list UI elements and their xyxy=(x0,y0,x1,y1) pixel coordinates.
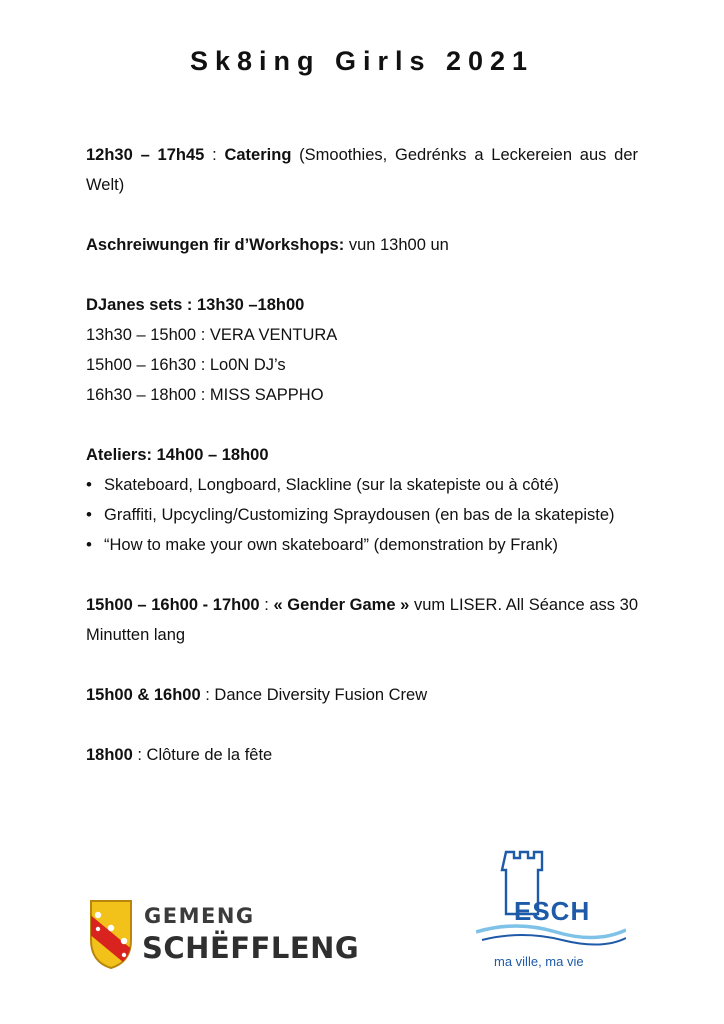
registration-line xyxy=(86,230,638,260)
dance-time: 15h00 & 16h00 xyxy=(86,686,201,704)
list-item: • Skateboard, Longboard, Slackline (sur la skatepiste ou à côté) xyxy=(86,470,638,500)
gender-game-line xyxy=(86,590,638,650)
closing-time: 18h00 xyxy=(86,746,133,764)
logo-right-name: ESCH xyxy=(514,896,591,926)
program-content xyxy=(86,140,638,770)
dance-line xyxy=(86,680,638,710)
ateliers-list xyxy=(86,470,638,560)
closing-text: : Clôture de la fête xyxy=(132,746,273,764)
logo-left-line1: GEMENG xyxy=(144,904,255,928)
logo-left-line2: SCHËFFLENG xyxy=(142,931,360,965)
page-title: Sk8ing Girls 2021 xyxy=(189,46,535,76)
ateliers-heading-text: Ateliers: 14h00 – 18h00 xyxy=(86,446,269,464)
closing-line xyxy=(86,740,638,770)
esch-logo xyxy=(476,846,626,982)
gender-game-label: « Gender Game » xyxy=(273,596,410,614)
catering-desc: (Smoothies, Gedrénks a Leckereien aus der Welt) xyxy=(86,146,638,194)
djanes-heading xyxy=(86,290,638,320)
djanes-set: 15h00 – 16h30 : Lo0N DJ’s xyxy=(86,356,286,374)
djanes-set: 13h30 – 15h00 : VERA VENTURA xyxy=(86,326,338,344)
catering-sep: : xyxy=(204,146,225,164)
gender-game-text: vum LISER. All Séance ass 30 Minutten lang xyxy=(86,596,638,644)
catering-label: Catering xyxy=(224,146,292,164)
djanes-heading-text: DJanes sets : 13h30 –18h00 xyxy=(86,296,305,314)
catering-time: 12h30 – 17h45 xyxy=(86,146,205,164)
dance-text: : Dance Diversity Fusion Crew xyxy=(200,686,428,704)
catering-line xyxy=(86,140,638,200)
list-item: • Graffiti, Upcycling/Customizing Spraydousen (en bas de la skatepiste) xyxy=(86,500,638,530)
ateliers-heading xyxy=(86,440,638,470)
djanes-set: 16h30 – 18h00 : MISS SAPPHO xyxy=(86,386,324,404)
list-item: • “How to make your own skateboard” (demonstration by Frank) xyxy=(86,530,638,560)
coat-of-arms-icon xyxy=(88,898,134,970)
registration-label: Aschreiwungen fir d’Workshops: xyxy=(86,236,345,254)
logo-right-tagline: ma ville, ma vie xyxy=(494,954,584,969)
gender-game-time: 15h00 – 16h00 - 17h00 xyxy=(86,596,260,614)
registration-text: vun 13h00 un xyxy=(344,236,449,254)
schifflange-logo xyxy=(88,898,360,978)
gender-game-sep: : xyxy=(259,596,274,614)
